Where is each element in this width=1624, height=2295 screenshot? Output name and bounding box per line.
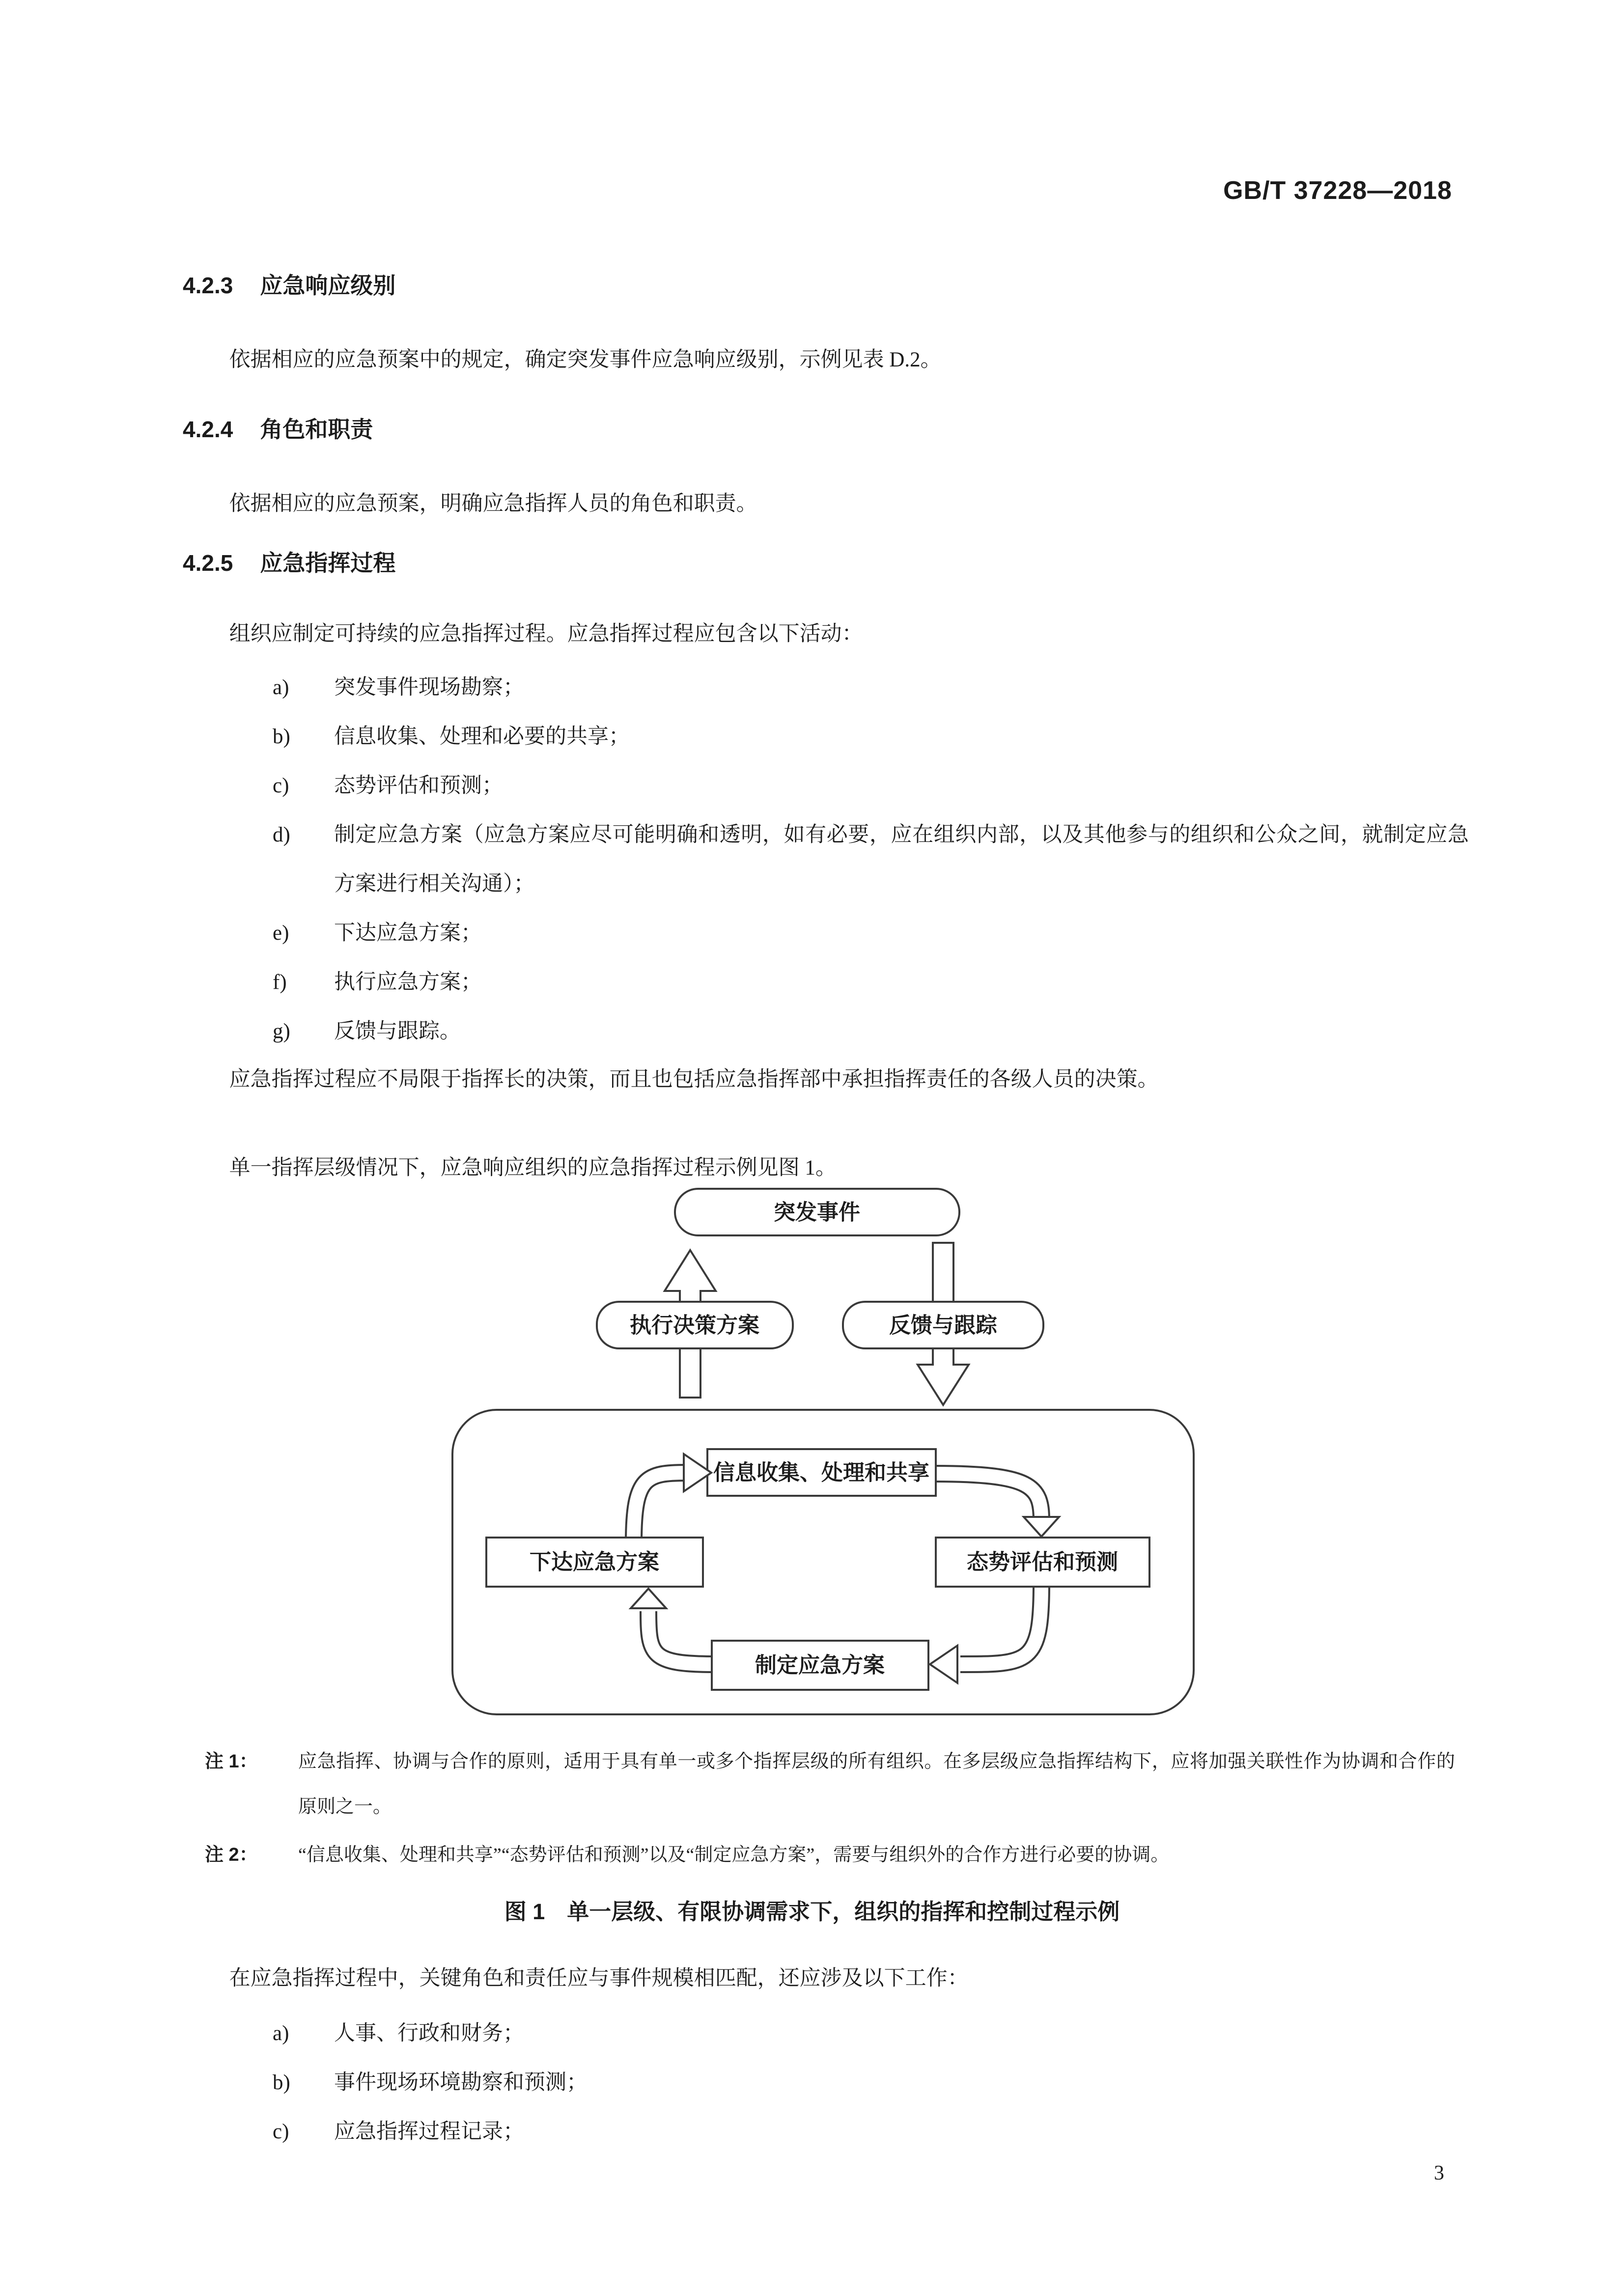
list-item-label: c): [273, 774, 289, 797]
list-item-label: d): [273, 823, 290, 846]
section-heading-4-2-3: [183, 268, 1469, 300]
paragraph-roles-matching: 在应急指挥过程中，关键角色和责任应与事件规模相匹配，还应涉及以下工作：: [229, 1967, 969, 1990]
list-item-label: e): [273, 922, 289, 945]
node-execute-decision-label: 执行决策方案: [630, 1313, 759, 1338]
list-item-text: 态势评估和预测；: [334, 774, 503, 797]
list-item: [183, 712, 1469, 761]
list-item: [183, 909, 1469, 958]
section-heading-4-2-5: [183, 545, 1469, 578]
section-number: 4.2.3: [183, 273, 233, 298]
list-item-text: 人事、行政和财务；: [334, 2022, 524, 2045]
figure-caption: 图 1 单一层级、有限协调需求下，组织的指挥和控制过程示例: [504, 1899, 1120, 1924]
section-heading-4-2-4: [183, 412, 1469, 444]
list-item-label: a): [273, 2022, 289, 2045]
section-number: 4.2.5: [183, 550, 233, 576]
note-2: [205, 1832, 1455, 1877]
paragraph-decision-scope: 应急指挥过程应不局限于指挥长的决策，而且也包括应急指挥部中承担指挥责任的各级人员的决策。: [229, 1068, 1159, 1091]
list-item: [183, 1007, 1469, 1056]
list-item-text: 应急指挥过程记录；: [334, 2120, 524, 2143]
list-item-text: 下达应急方案；: [334, 922, 482, 945]
figure-1-diagram: [0, 1179, 1624, 1719]
node-make-plan-label: 制定应急方案: [755, 1653, 885, 1678]
page-number: 3: [1434, 2162, 1444, 2184]
node-issue-plan-label: 下达应急方案: [530, 1550, 659, 1574]
node-feedback-tracking-label: 反馈与跟踪: [889, 1313, 997, 1338]
figure-notes: [205, 1739, 1455, 1877]
paragraph-4-2-3: 依据相应的应急预案中的规定，确定突发事件应急响应级别，示例见表 D.2。: [229, 348, 942, 371]
list-item: [183, 811, 1469, 909]
paragraph-4-2-5: 组织应制定可持续的应急指挥过程。应急指挥过程应包含以下活动：: [229, 622, 863, 645]
note-label: 注 1：: [205, 1751, 258, 1772]
paragraph-single-level: 单一指挥层级情况下，应急响应组织的应急指挥过程示例见图 1。: [229, 1156, 837, 1179]
list-item-text: 信息收集、处理和必要的共享；: [334, 725, 630, 748]
list-item-label: c): [273, 2120, 289, 2143]
node-situation-assessment-label: 态势评估和预测: [967, 1550, 1118, 1574]
section-title: 应急指挥过程: [260, 550, 396, 576]
list-item-text: 执行应急方案；: [334, 971, 482, 994]
section-number: 4.2.4: [183, 417, 233, 442]
list-item-text: 事件现场环境勘察和预测；: [334, 2071, 588, 2094]
section-title: 应急响应级别: [260, 273, 396, 298]
section-title: 角色和职责: [260, 417, 373, 442]
node-info-collection-label: 信息收集、处理和共享: [713, 1460, 929, 1485]
list-item: [183, 2009, 1469, 2058]
doc-number: GB/T 37228—2018: [1223, 176, 1452, 205]
list-item: [183, 958, 1469, 1007]
work-list: [183, 2009, 1469, 2156]
list-item-label: b): [273, 725, 290, 748]
node-incident-label: 突发事件: [774, 1200, 860, 1225]
note-1: [205, 1739, 1455, 1829]
list-item: [183, 663, 1469, 712]
list-item: [183, 761, 1469, 811]
note-text: “信息收集、处理和共享”“态势评估和预测”以及“制定应急方案”，需要与组织外的合作方进行必要的协调。: [298, 1845, 1170, 1865]
activity-list: [183, 663, 1469, 1056]
list-item: [183, 2058, 1469, 2107]
list-item-text: 突发事件现场勘察；: [334, 676, 524, 699]
note-text: 应急指挥、协调与合作的原则，适用于具有单一或多个指挥层级的所有组织。在多层级应急指挥结构下，应将加强关联性作为协调和合作的原则之一。: [298, 1751, 1455, 1817]
list-item-text: 制定应急方案（应急方案应尽可能明确和透明，如有必要，应在组织内部，以及其他参与的组织和公众之间，就制定应急方案进行相关沟通）；: [334, 823, 1469, 896]
list-item: [183, 2107, 1469, 2156]
list-item-label: a): [273, 676, 289, 699]
note-label: 注 2：: [205, 1845, 258, 1865]
list-item-label: f): [273, 971, 287, 994]
list-item-label: b): [273, 2071, 290, 2094]
list-item-text: 反馈与跟踪。: [334, 1020, 461, 1043]
list-item-label: g): [273, 1020, 290, 1043]
paragraph-4-2-4: 依据相应的应急预案，明确应急指挥人员的角色和职责。: [229, 492, 757, 515]
